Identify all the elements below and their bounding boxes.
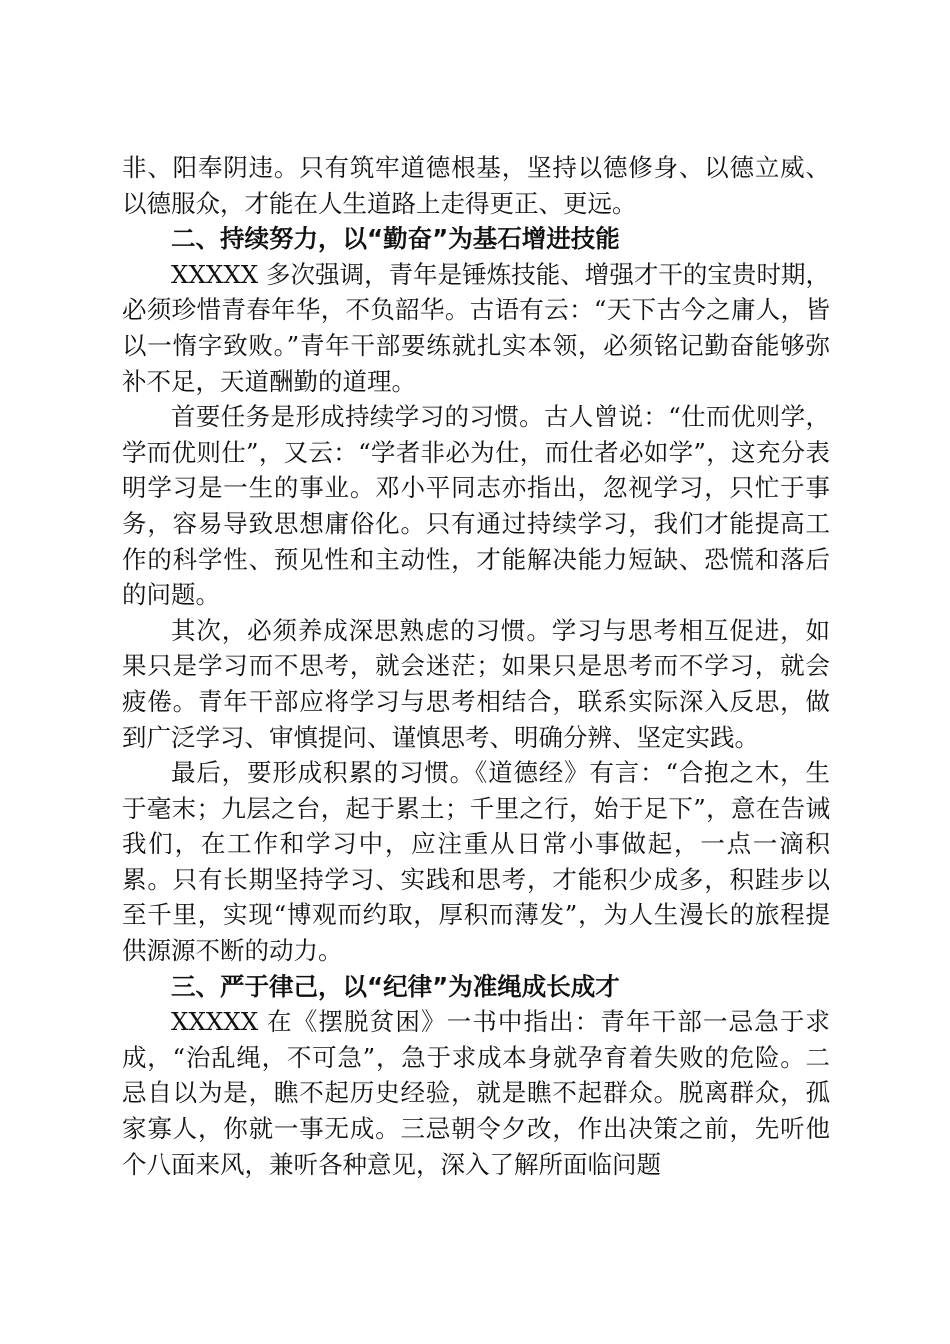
paragraph-body-continuous-learning: 古人曾说：“仕而优则学，学而优则仕”，又云：“学者非必为仕，而仕者必如学”，这充分表明学习是一生的事业。邓小平同志亦指出，忽视学习，只忙于事务，容易导致思想庸俗化。只有通过持续学习，我们才能提高工作的科学性、预见性和主动性，才能解决能力短缺、恐慌和落后的问题。 [122,402,830,610]
paragraph-accumulation [122,755,830,969]
paragraph-lead-deep-thinking: 其次，必须养成深思熟虑的习惯。 [171,615,552,645]
paragraph-deep-thinking [122,613,830,755]
paragraph-continuous-learning [122,399,830,613]
section-heading-3: 三、严于律己，以“纪律”为准绳成长成才 [171,971,620,1001]
document-body [122,150,830,1182]
paragraph-discipline-intro: XXXXX 在《摆脱贫困》一书中指出：青年干部一忌急于求成，“治乱绳，不可急”，急于求成本身就孕育着失败的危险。二忌自以为是，瞧不起历史经验，就是瞧不起群众。脱离群众，孤家寡人，你就一事无成。三忌朝令夕改，作出决策之前，先听他个八面来风，兼听各种意见，深入了解所面临问题 [122,1007,830,1179]
paragraph-body-accumulation: 《道德经》有言：“合抱之木，生于毫末；九层之台，起于累土；千里之行，始于足下”，意在告诫我们，在工作和学习中，应注重从日常小事做起，一点一滴积累。只有长期坚持学习、实践和思考，才能积少成多，积跬步以至千里，实现“博观而约取，厚积而薄发”，为人生漫长的旅程提供源源不断的动力。 [122,758,830,966]
paragraph-lead-accumulation: 最后，要形成积累的习惯。 [171,758,476,788]
paragraph-body-deep-thinking: 学习与思考相互促进，如果只是学习而不思考，就会迷茫；如果只是思考而不学习，就会疲倦。青年干部应将学习与思考相结合，联系实际深入反思，做到广泛学习、审慎提问、谨慎思考、明确分辨、坚定实践。 [122,615,831,752]
paragraph-continuation: 非、阳奉阴违。只有筑牢道德根基，坚持以德修身、以德立威、以德服众，才能在人生道路上走得更正、更远。 [122,153,830,218]
paragraph-diligence-intro: XXXXX 多次强调，青年是锤炼技能、增强才干的宝贵时期，必须珍惜青春年华，不负韶华。古语有云：“天下古今之庸人，皆以一惰字致败。”青年干部要练就扎实本领，必须铭记勤奋能够弥补不足，天道酬勤的道理。 [122,259,830,396]
paragraph-lead-continuous-learning: 首要任务是形成持续学习的习惯。 [171,402,544,432]
section-heading-2: 二、持续努力，以“勤奋”为基石增进技能 [171,224,620,254]
